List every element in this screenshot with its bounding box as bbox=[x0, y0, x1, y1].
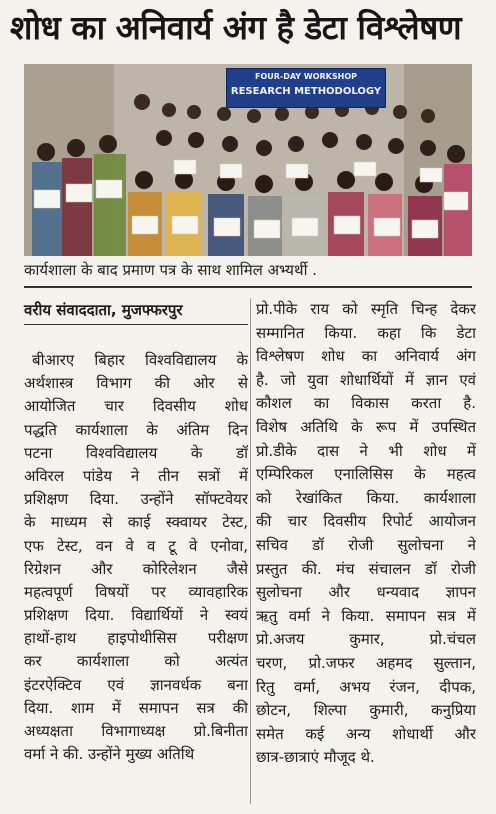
article-column-left bbox=[24, 298, 248, 766]
article-line: इंटरऐक्टिव एवं ज्ञानवर्धक बना bbox=[24, 675, 248, 694]
article-line: प्रो.पीके राय को स्मृति चिन्ह देकर bbox=[256, 300, 476, 318]
article-line: छोटन, शिल्पा कुमारी, कनुप्रिया bbox=[256, 701, 476, 720]
article-line: छात्र-छात्राएं मौजूद थे. bbox=[256, 748, 375, 767]
article-line: की चार दिवसीय रिपोर्ट आयोजन bbox=[256, 512, 476, 531]
article-column-right bbox=[256, 298, 476, 770]
group-photo bbox=[24, 64, 472, 256]
article-line: अविरल पांडेय ने तीन सत्रों में bbox=[24, 466, 248, 485]
article-line: महत्वपूर्ण विषयों पर व्यावहारिक bbox=[24, 582, 248, 601]
article-line: एफ टेस्ट, वन वे व टू वे एनोवा, bbox=[24, 536, 248, 555]
article-line: कौशल का विकास करता है. bbox=[256, 394, 476, 413]
article-line: अध्यक्षता विभागाध्यक्ष प्रो.बिनीता bbox=[24, 722, 248, 740]
article-line: चरण, प्रो.जफर अहमद सुल्तान, bbox=[256, 653, 476, 672]
banner-line-2: RESEARCH METHODOLOGY bbox=[230, 86, 382, 97]
article-line: वर्मा ने की. उन्होंने मुख्य अतिथि bbox=[24, 745, 195, 764]
article-line: सचिव डॉ रोजी सुलोचना ने bbox=[256, 535, 476, 554]
article-line: सुलोचना और धन्यवाद ज्ञापन bbox=[256, 583, 476, 602]
article-line: प्रशिक्षण दिया. विद्यार्थियों ने स्वयं bbox=[24, 606, 248, 625]
article-line: अर्थशास्त्र विभाग की ओर से bbox=[24, 374, 248, 393]
caption-rule bbox=[24, 286, 472, 288]
article-line: प्रस्तुत की. मंच संचालन डॉ रोजी bbox=[256, 559, 476, 578]
article-line: आयोजित चार दिवसीय शोध bbox=[24, 397, 248, 416]
article-line: रितु वर्मा, अभय रंजन, दीपक, bbox=[256, 677, 476, 696]
article-line: रिग्रेशन और कोरिलेशन जैसे bbox=[24, 559, 248, 578]
byline: वरीय संवाददाता, मुजफ्फरपुर bbox=[24, 298, 248, 325]
banner-line-1: FOUR-DAY WORKSHOP bbox=[255, 72, 357, 81]
headline: शोध का अनिवार्य अंग है डेटा विश्लेषण bbox=[10, 8, 462, 47]
article-line: दिया. शाम में समापन सत्र की bbox=[24, 698, 248, 717]
article-line: एम्पिरिकल एनालिसिस के महत्व bbox=[256, 465, 476, 484]
article-line: विश्लेषण शोध का अनिवार्य अंग bbox=[256, 347, 476, 366]
article-line: हाथों-हाथ हाइपोथीसिस परीक्षण bbox=[24, 629, 248, 648]
article-line: है. जो युवा शोधार्थियों में ज्ञान एवं bbox=[256, 370, 476, 389]
article-line: कर कार्यशाला को अत्यंत bbox=[24, 652, 248, 671]
workshop-banner bbox=[226, 68, 386, 108]
article-line: विशेष अतिथि के रूप में उपस्थित bbox=[256, 417, 476, 436]
article-line: पद्धति कार्यशाला के अंतिम दिन bbox=[24, 420, 248, 439]
article-line: बीआरए बिहार विश्वविद्यालय के bbox=[32, 351, 248, 369]
article-line: ऋतु वर्मा ने किया. समापन सत्र में bbox=[256, 606, 476, 625]
photo-caption: कार्यशाला के बाद प्रमाण पत्र के साथ शामिल अभ्यर्थी . bbox=[24, 261, 318, 279]
article-line: पटना विश्वविद्यालय के डॉ bbox=[24, 443, 248, 462]
article-line: को रेखांकित किया. कार्यशाला bbox=[256, 488, 476, 507]
article-line: समेत कई अन्य शोधार्थी और bbox=[256, 724, 476, 743]
article-line: प्रशिक्षण दिया. उन्होंने सॉफ्टवेयर bbox=[24, 490, 248, 509]
column-divider bbox=[250, 298, 251, 804]
article-line: प्रो.डीके दास ने भी शोध में bbox=[256, 441, 476, 460]
article-line: प्रो.अजय कुमार, प्रो.चंचल bbox=[256, 630, 476, 649]
article-line: के माध्यम से काई स्क्वायर टेस्ट, bbox=[24, 513, 248, 532]
article-line: सम्मानित किया. कहा कि डेटा bbox=[256, 323, 476, 342]
